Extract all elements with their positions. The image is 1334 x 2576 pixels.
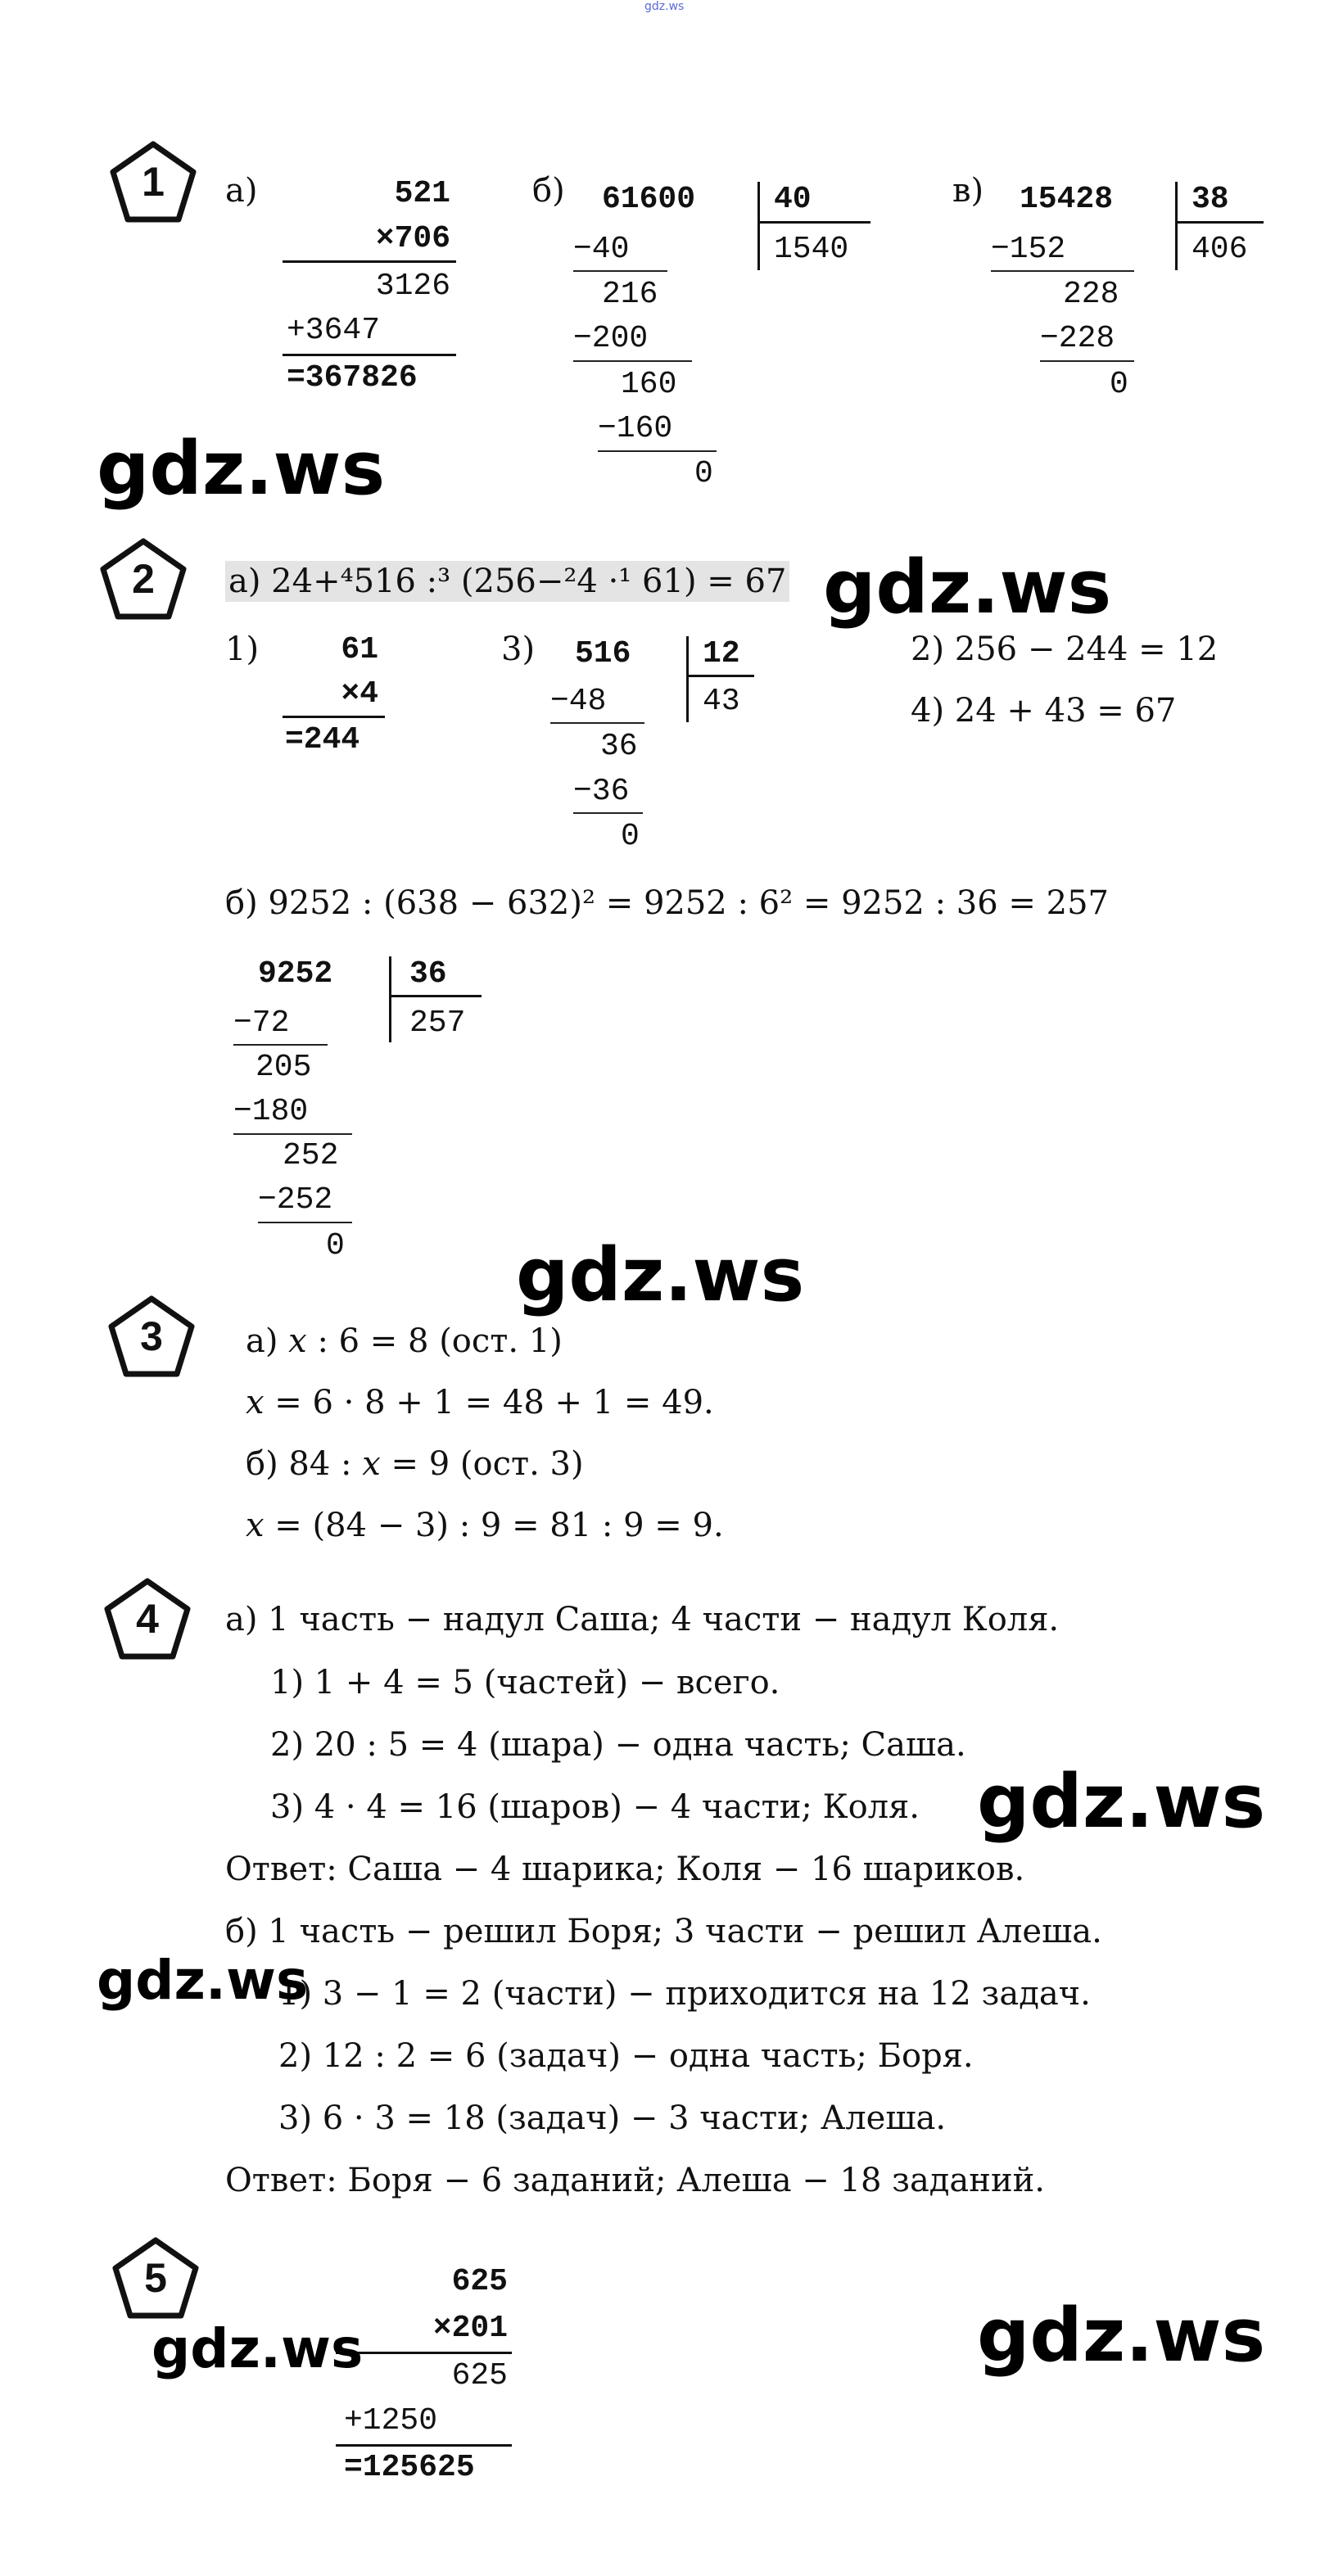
t4-line6: б) 1 часть − решил Боря; 3 части − решил Алеша. — [225, 1913, 1102, 1950]
task-1-number: 1 — [142, 159, 165, 205]
t2-b-divisor-line — [391, 995, 482, 997]
t1-b-step4: 160 — [621, 367, 677, 402]
task-5-number: 5 — [144, 2255, 167, 2301]
t2-a-expression: а) 24+⁴516 :³ (256−²4 ·¹ 61) = 67 — [225, 561, 789, 602]
watermark: gdz.ws — [97, 426, 386, 512]
watermark: gdz.ws — [97, 1949, 309, 2012]
t3-line2: 𝑥 = 6 · 8 + 1 = 48 + 1 = 49. — [246, 1384, 714, 1421]
t2-b-divisor: 36 — [409, 956, 447, 992]
task-2-badge — [98, 536, 188, 621]
t2-s3-line2 — [573, 812, 643, 814]
t4-line4: 3) 4 · 4 = 16 (шаров) − 4 части; Коля. — [270, 1788, 920, 1826]
watermark: gdz.ws — [977, 1759, 1266, 1845]
t1-a-row2: ×706 — [375, 221, 450, 256]
t1-c-divisor: 38 — [1192, 182, 1229, 217]
watermark: gdz.ws — [823, 545, 1112, 630]
t4-line8: 2) 12 : 2 = 6 (задач) − одна часть; Боря. — [278, 2037, 974, 2075]
t2-s1-row2: ×4 — [341, 676, 378, 712]
t1-b-step2: 216 — [602, 277, 658, 312]
t1-c-dividend: 15428 — [1020, 182, 1114, 217]
t2-s1-row1: 61 — [341, 632, 378, 667]
t1-b-step-line1 — [573, 270, 667, 272]
task-1-badge — [108, 139, 198, 224]
t5-row5: =125625 — [344, 2450, 475, 2485]
t2-b-row5: −252 — [258, 1182, 333, 1218]
t4-line7: 1) 3 − 1 = 2 (части) − приходится на 12 задач. — [278, 1975, 1091, 2013]
task-4-number: 4 — [136, 1596, 159, 1642]
t4-line5: Ответ: Саша − 4 шарика; Коля − 16 шариков. — [225, 1851, 1025, 1888]
t1-c-step4: 0 — [1110, 367, 1128, 402]
t2-b-row1: −72 — [233, 1006, 290, 1041]
t1-b-step6: 0 — [694, 456, 713, 491]
t1-a-line2 — [283, 354, 456, 356]
task-3-number: 3 — [140, 1313, 163, 1359]
t2-s3-divisor: 12 — [703, 636, 740, 671]
t1-b-step3: −200 — [573, 321, 649, 356]
t5-row2: ×201 — [432, 2311, 508, 2346]
t1-c-step3: −228 — [1040, 321, 1115, 356]
t1-b-step5: −160 — [598, 411, 673, 446]
t1-b-vbar — [757, 182, 760, 270]
t2-b-line1 — [233, 1044, 328, 1046]
t1-c-quotient: 406 — [1192, 232, 1248, 267]
t2-s3-row4: 0 — [621, 819, 640, 854]
t2-b-expression: б) 9252 : (638 − 632)² = 9252 : 6² = 9252 : 36 = 257 — [225, 884, 1109, 922]
t2-b-row4: 252 — [283, 1138, 339, 1173]
t2-b-row6: 0 — [326, 1228, 345, 1263]
t1-c-vbar — [1175, 182, 1178, 270]
t1-c-step-line1 — [991, 270, 1134, 272]
watermark: gdz.ws — [151, 2317, 364, 2380]
t2-s2-text: 2) 256 − 244 = 12 — [911, 630, 1219, 668]
t2-s3-label: 3) — [501, 630, 536, 668]
t1-a-row4: +3647 — [287, 313, 381, 348]
t3-line1: а) 𝑥 : 6 = 8 (ост. 1) — [246, 1322, 563, 1360]
t4-line2: 1) 1 + 4 = 5 (частей) − всего. — [270, 1664, 780, 1702]
t1-b-dividend: 61600 — [602, 182, 696, 217]
t2-s3-divisor-line — [689, 675, 754, 677]
t4-line3: 2) 20 : 5 = 4 (шара) − одна часть; Саша. — [270, 1726, 966, 1764]
t2-b-dividend: 9252 — [258, 956, 333, 992]
t1-a-row1: 521 — [394, 176, 450, 211]
t2-b-row2: 205 — [255, 1050, 312, 1085]
t1-a-row3: 3126 — [375, 269, 450, 304]
t2-b-quotient: 257 — [409, 1006, 466, 1041]
site-link[interactable]: gdz.ws — [644, 0, 685, 13]
t2-s3-row3: −36 — [573, 774, 630, 809]
t3-line3: б) 84 : 𝑥 = 9 (ост. 3) — [246, 1445, 584, 1483]
t2-s3-row1: −48 — [550, 684, 607, 719]
t1-c-step1: −152 — [991, 232, 1066, 267]
t2-s1-line — [283, 716, 385, 718]
t3-line4: 𝑥 = (84 − 3) : 9 = 81 : 9 = 9. — [246, 1507, 724, 1544]
t1-a-label: а) — [225, 172, 258, 210]
t2-s3-quotient: 43 — [703, 684, 740, 719]
t1-b-divisor-line — [760, 221, 870, 224]
t1-b-label: б) — [532, 172, 565, 210]
t1-c-step-line2 — [1040, 360, 1134, 362]
t5-row3: 625 — [451, 2358, 508, 2393]
t1-a-line1 — [283, 260, 456, 263]
t4-line1: а) 1 часть − надул Саша; 4 части − надул Коля. — [225, 1601, 1060, 1638]
t1-b-step-line2 — [573, 360, 692, 362]
t5-row4: +1250 — [344, 2403, 438, 2438]
t2-b-line2 — [233, 1133, 352, 1135]
t4-line9: 3) 6 · 3 = 18 (задач) − 3 части; Алеша. — [278, 2099, 947, 2137]
task-4-badge — [102, 1576, 192, 1661]
t2-s3-dividend: 516 — [575, 636, 631, 671]
t2-b-line3 — [258, 1222, 352, 1223]
t1-c-divisor-line — [1178, 221, 1264, 224]
watermark: gdz.ws — [977, 2293, 1266, 2379]
t1-b-divisor: 40 — [774, 182, 812, 217]
task-5-badge — [111, 2235, 201, 2321]
task-3-badge — [106, 1294, 197, 1379]
t2-s4-text: 4) 24 + 43 = 67 — [911, 692, 1177, 730]
t1-c-step2: 228 — [1063, 277, 1119, 312]
t5-line2 — [336, 2444, 512, 2447]
t1-c-label: в) — [952, 172, 984, 210]
t2-s1-label: 1) — [225, 630, 260, 668]
t1-b-quotient: 1540 — [774, 232, 849, 267]
t1-b-step-line3 — [598, 450, 717, 452]
t2-s3-row2: 36 — [600, 729, 638, 764]
t2-s3-vbar — [686, 636, 689, 722]
watermark: gdz.ws — [516, 1232, 805, 1318]
t2-b-row3: −180 — [233, 1094, 309, 1129]
task-2-number: 2 — [132, 556, 155, 602]
t4-line10: Ответ: Боря − 6 заданий; Алеша − 18 заданий. — [225, 2162, 1045, 2199]
t2-b-vbar — [389, 956, 391, 1042]
t1-b-step1: −40 — [573, 232, 630, 267]
t5-row1: 625 — [451, 2264, 508, 2299]
t1-a-row5: =367826 — [287, 360, 418, 395]
t2-s3-line1 — [550, 722, 644, 724]
t2-s1-row3: =244 — [285, 722, 360, 757]
